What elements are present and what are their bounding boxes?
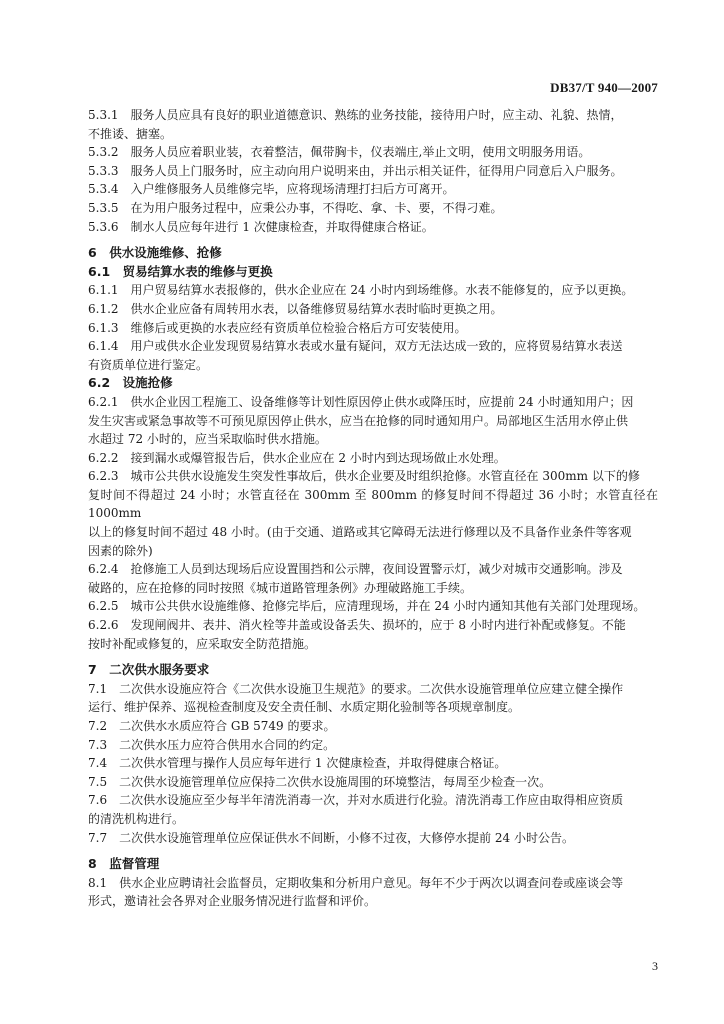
clause-7-2: 7.2 二次供水水质应符合 GB 5749 的要求。 [88, 719, 336, 733]
clause-7-1-line-1: 7.1 二次供水设施应符合《二次供水设施卫生规范》的要求。二次供水设施管理单位应建立健全操作 [88, 681, 624, 696]
clause-7-4: 7.4 二次供水管理与操作人员应每年进行 1 次健康检查，并取得健康合格证。 [88, 756, 507, 771]
clause-6-2-3-line-1: 6.2.3 城市公共供水设施发生突发性事故后，供水企业要及时组织抢修。水管直径在 300mm 以下的修 [88, 469, 640, 484]
clause-6-2-1-line-1: 6.2.1 供水企业因工程施工、设备维修等计划性原因停止供水或降压时，应提前 24 小时通知用户；因 [88, 394, 634, 409]
clause-6-1-1: 6.1.1 用户贸易结算水表报修的，供水企业应在 24 小时内到场维修。水表不能修复的，应予以更换。 [88, 283, 634, 298]
clause-7-7: 7.7 二次供水设施管理单位应保证供水不间断，小修不过夜，大修停水提前 24 小时公告。 [88, 830, 574, 845]
clause-5-3-6: 5.3.6 制水人员应每年进行 1 次健康检查，并取得健康合格证。 [88, 219, 434, 234]
clause-6-1-3: 6.1.3 维修后或更换的水表应经有资质单位检验合格后方可安装使用。 [88, 320, 467, 335]
section-6-2-heading: 6.2 设施抢修 [88, 375, 173, 391]
clause-7-5: 7.5 二次供水设施管理单位应保持二次供水设施周围的环境整洁，每周至少检查一次。 [88, 774, 552, 789]
section-7-heading: 7 二次供水服务要求 [88, 662, 210, 678]
clause-5-3-5: 5.3.5 在为用户服务过程中，应秉公办事，不得吃、拿、卡、要，不得刁难。 [88, 200, 503, 215]
clause-7-6-line-2: 的清洗机构进行。 [88, 811, 185, 826]
page-number: 3 [652, 959, 658, 973]
clause-7-1-line-2: 运行、维护保养、巡视检查制度及安全责任制、水质定期化验制等各项规章制度。 [88, 700, 521, 715]
clause-6-1-4-line-1: 6.1.4 用户或供水企业发现贸易结算水表或水量有疑问，双方无法达成一致的，应将贸易结算水表送 [88, 339, 623, 354]
clause-5-3-1-line-1: 5.3.1 服务人员应具有良好的职业道德意识、熟练的业务技能，接待用户时，应主动、礼貌、热情， [88, 108, 623, 122]
clause-6-2-4-line-2: 破路的，应在抢修的同时按照《城市道路管理条例》办理破路施工手续。 [88, 580, 473, 595]
clause-6-1-4-line-2: 有资质单位进行鉴定。 [88, 357, 209, 372]
clause-5-3-1-line-2: 不推诿、搪塞。 [88, 126, 173, 141]
clause-6-2-1-line-3: 水超过 72 小时的，应当采取临时供水措施。 [88, 432, 327, 447]
section-8-heading: 8 监督管理 [88, 856, 160, 872]
section-gap [88, 236, 658, 244]
section-6-heading: 6 供水设施维修、抢修 [88, 245, 222, 261]
clause-5-3-2: 5.3.2 服务人员应着职业装，衣着整洁，佩带胸卡，仪表端庄,举止文明，使用文明服务用语。 [88, 145, 591, 160]
clause-5-3-3: 5.3.3 服务人员上门服务时，应主动向用户说明来由，并出示相关证件，征得用户同意后入户服务。 [88, 163, 623, 178]
section-6-1-heading: 6.1 贸易结算水表的维修与更换 [88, 263, 273, 279]
clause-5-3-4: 5.3.4 入户维修服务人员维修完毕，应将现场清理打扫后方可离开。 [88, 182, 455, 197]
clause-8-1-line-1: 8.1 供水企业应聘请社会监督员，定期收集和分析用户意见。每年不少于两次以调查问卷或座谈会等 [88, 875, 624, 890]
clause-6-2-4-line-1: 6.2.4 抢修施工人员到达现场后应设置围挡和公示牌，夜间设置警示灯，减少对城市交通影响。涉及 [88, 562, 623, 577]
document-body [88, 106, 658, 911]
clause-6-2-3-line-3: 以上的修复时间不超过 48 小时。(由于交通、道路或其它障碍无法进行修理以及不具备作业条件等客观 [88, 525, 632, 540]
clause-6-2-2: 6.2.2 接到漏水或爆管报告后，供水企业应在 2 小时内到达现场做止水处理。 [88, 450, 506, 465]
clause-6-2-3-line-2: 复时间不得超过 24 小时；水管直径在 300mm 至 800mm 的修复时间不得超过 36 小时；水管直径在 1000mm [88, 487, 658, 521]
clause-6-2-3-line-4: 因素的除外) [88, 543, 153, 558]
section-gap [88, 653, 658, 661]
clause-8-1-line-2: 形式，邀请社会各界对企业服务情况进行监督和评价。 [88, 894, 377, 909]
clause-6-1-2: 6.1.2 供水企业应备有周转用水表，以备维修贸易结算水表时临时更换之用。 [88, 301, 503, 316]
clause-6-2-5: 6.2.5 城市公共供水设施维修、抢修完毕后，应清理现场，并在 24 小时内通知其他有关部门处理现场。 [88, 599, 646, 614]
section-gap [88, 847, 658, 855]
clause-7-3: 7.3 二次供水压力应符合供用水合同的约定。 [88, 737, 336, 752]
clause-7-6-line-1: 7.6 二次供水设施应至少每半年清洗消毒一次，并对水质进行化验。清洗消毒工作应由取得相应资质 [88, 793, 624, 808]
clause-6-2-6-line-1: 6.2.6 发现闸阀井、表井、消火栓等井盖或设备丢失、损坏的，应于 8 小时内进行补配或修复。不能 [88, 618, 626, 633]
document-code: DB37/T 940—2007 [550, 80, 658, 95]
clause-6-2-6-line-2: 按时补配或修复的，应采取安全防范措施。 [88, 636, 317, 651]
clause-6-2-1-line-2: 发生灾害或紧急事故等不可预见原因停止供水，应当在抢修的同时通知用户。局部地区生活用水停止供 [88, 413, 629, 428]
